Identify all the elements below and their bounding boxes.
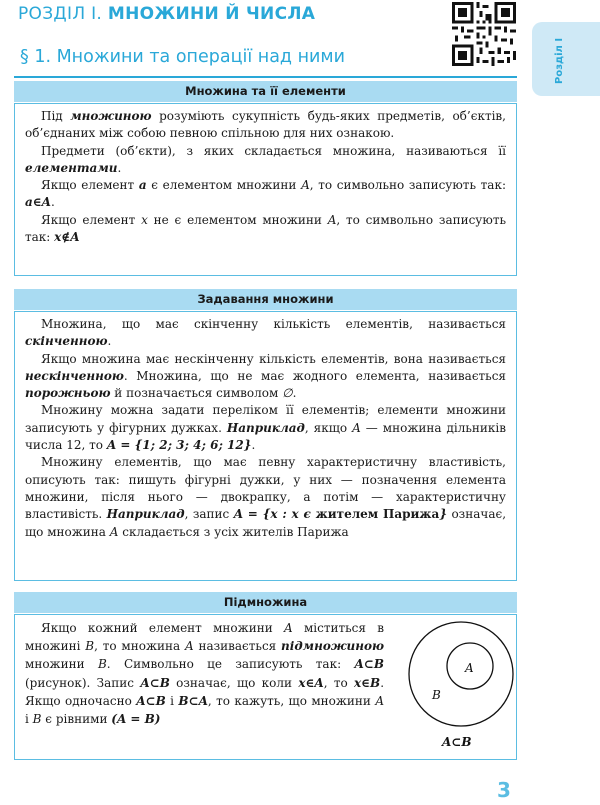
- chapter-side-tab[interactable]: [532, 22, 600, 96]
- page-number: 3: [497, 778, 511, 802]
- inner-set-label: A: [465, 661, 474, 675]
- outer-set-label: B: [432, 688, 441, 702]
- example-label: Наприклад: [106, 507, 185, 522]
- chapter-title: МНОЖИНИ Й ЧИСЛА: [107, 4, 316, 24]
- term-neskinchenna: нескінченною: [25, 368, 124, 383]
- block2-paragraph: Множину елементів, що має певну характеристичну властивість, описують так: пишуть фігурні дужки, у них — позначення елемента множини, після нього — двокрапку, а потім — характеристичну властивість. Наприклад, запис A = {x : x є жителем Парижа} означає, що множина A складається з усіх жителів Парижа: [25, 455, 507, 539]
- formula-divisors-12: A = {1; 2; 3; 4; 6; 12}: [106, 438, 252, 453]
- chapter-header: [18, 4, 315, 24]
- block2-heading: Задавання множини: [14, 289, 517, 310]
- block1-heading: Множина та її елементи: [14, 81, 517, 102]
- block2-box: [14, 311, 517, 581]
- formula-paris: A = {x : x є жителем Парижа}: [233, 507, 448, 522]
- section-divider: [14, 76, 517, 78]
- block2-paragraph: Якщо множина має нескінченну кількість елементів, вона називається нескінченною. Множина, що не має жодного елемента, називається порожньою й позначається символом ∅.: [25, 351, 506, 401]
- term-skinchenna: скінченною: [25, 334, 108, 349]
- block1-paragraph: Якщо елемент a є елементом множини A, то символьно записують так: a∈A.: [25, 178, 506, 210]
- example-label: Наприклад: [226, 420, 305, 435]
- chapter-prefix: РОЗДІЛ І.: [18, 4, 103, 24]
- block1-paragraph: Якщо елемент x не є елементом множини A, то символьно записують так: x∉A: [25, 212, 506, 245]
- outer-set-circle: [409, 622, 513, 726]
- empty-set-symbol: ∅: [282, 386, 293, 401]
- term-pidmnozhyna: підмножиною: [281, 639, 384, 654]
- block2-paragraph: Множина, що має скінченну кількість елементів, називається скінченною.: [25, 317, 506, 349]
- block1-paragraph: Під множиною розуміють сукупність будь-яких предметів, об’єктів, об’єднаних між собою певною спільною для них ознакою.: [25, 109, 506, 141]
- subset-venn-diagram: [406, 616, 516, 754]
- side-tab-label: Розділ І: [554, 37, 565, 84]
- formula-x-notin-A: x∉A: [54, 230, 80, 245]
- block3-paragraph: Якщо кожний елемент множини A міститься в множині B, то множина A називається підмножиною множини B. Символьно це записують так: A⊂B (рисунок). Запис A⊂B означає, що коли x∈A, то x∈B. Якщо одночасно A⊂B і B⊂A, то кажуть, що множини A і B є рівними (A = B): [25, 621, 385, 727]
- term-porozhnia: порожньою: [25, 386, 111, 401]
- formula-a-in-A: a∈A: [25, 195, 51, 210]
- block1-box: [14, 103, 517, 276]
- formula-A-subset-B: A⊂B: [354, 657, 385, 672]
- diagram-caption: A⊂B: [442, 735, 472, 749]
- term-mnozhyna: множиною: [70, 109, 152, 123]
- block2-paragraph: Множину можна задати переліком її елементів; елементи множини записують у фігурних дужках. Наприклад, якщо A — множина дільників числа 12, то A = {1; 2; 3; 4; 6; 12}.: [25, 403, 506, 453]
- term-elementy: елементами: [25, 160, 118, 175]
- section-title: § 1. Множини та операції над ними: [20, 47, 345, 67]
- block3-heading: Підмножина: [14, 592, 517, 613]
- qr-code-icon[interactable]: [452, 2, 516, 66]
- formula-A-equals-B: (A = B): [111, 712, 161, 727]
- block1-paragraph: Предмети (об’єкти), з яких складається множина, називаються її елементами.: [25, 143, 506, 175]
